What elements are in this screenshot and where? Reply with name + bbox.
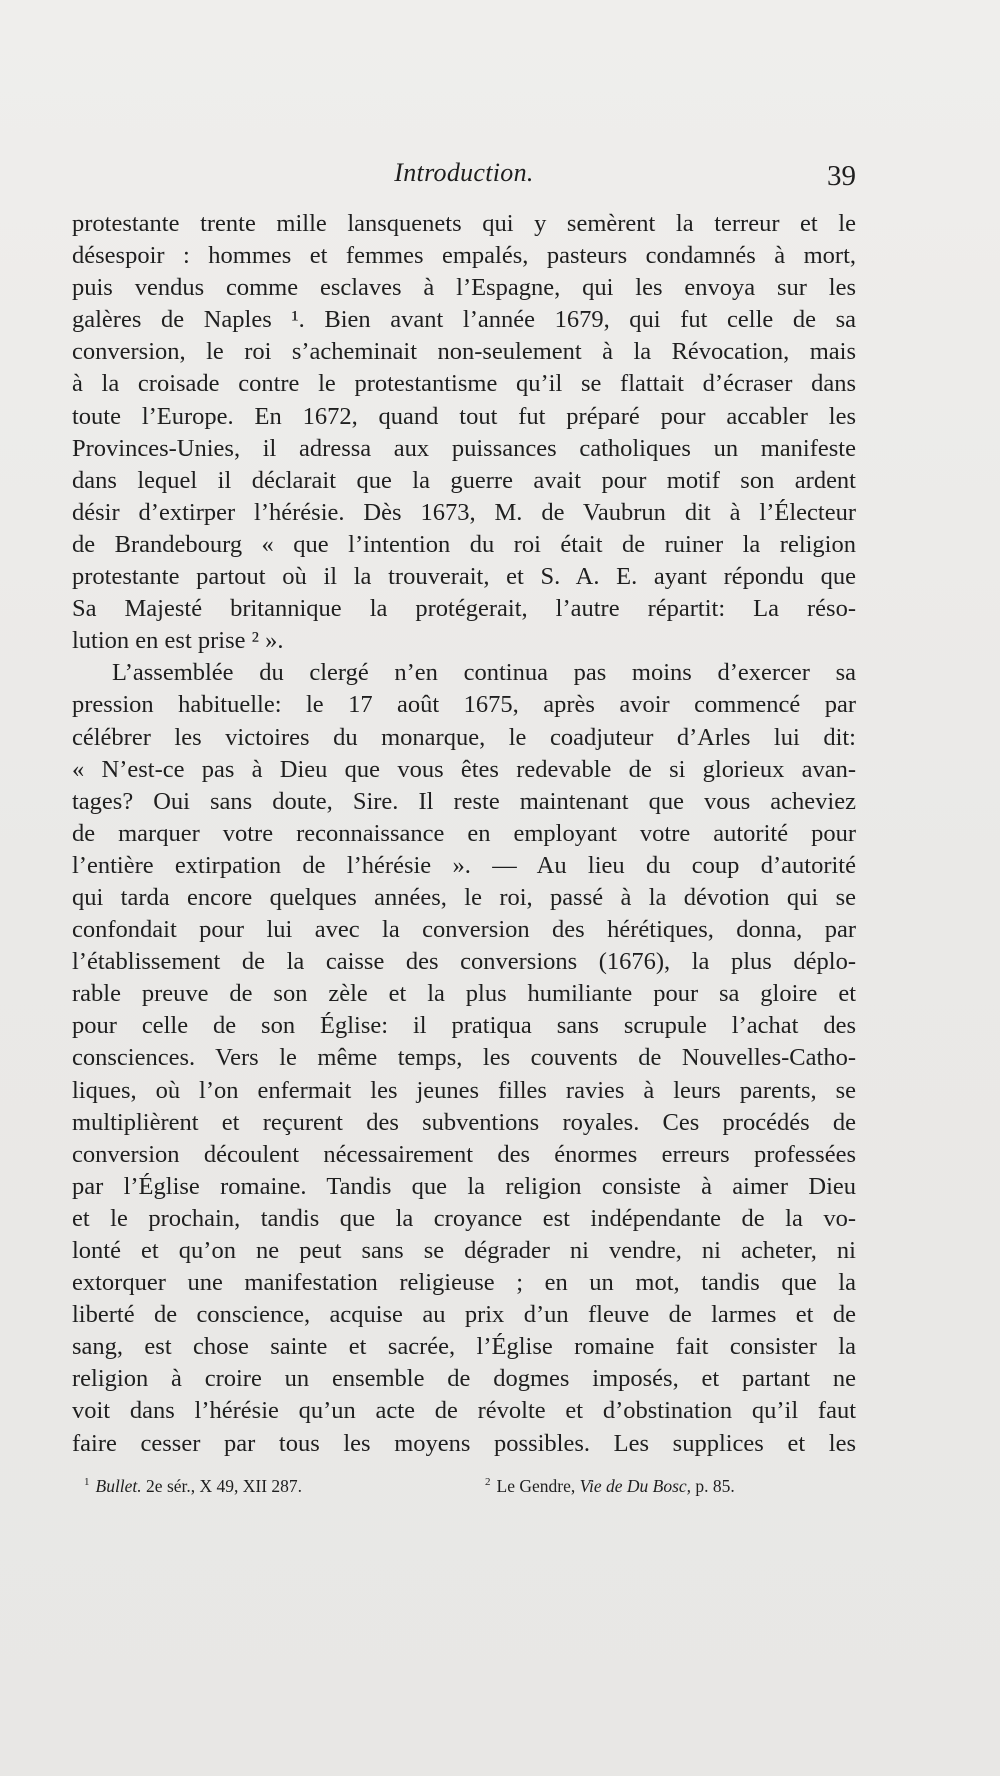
text-line: et le prochain, tandis que la croyance est indépendante de la vo- — [72, 1204, 856, 1232]
text-line: L’assemblée du clergé n’en continua pas moins d’exercer sa — [112, 659, 856, 687]
text-line: sang, est chose sainte et sacrée, l’Église romaine fait consister la — [72, 1333, 856, 1361]
text-line: voit dans l’hérésie qu’un acte de révolte et d’obstination qu’il faut — [72, 1397, 856, 1425]
footnote-reference: 2e sér., X 49, XII 287. — [146, 1475, 303, 1496]
text-line: puis vendus comme esclaves à l’Espagne, qui les envoya sur les — [72, 274, 856, 302]
text-line: l’entière extirpation de l’hérésie ». — Au lieu du coup d’autorité — [72, 851, 856, 879]
text-line: toute l’Europe. En 1672, quand tout fut préparé pour accabler les — [72, 402, 856, 430]
text-line: rable preuve de son zèle et la plus humiliante pour sa gloire et — [72, 980, 856, 1008]
text-line: pour celle de son Église: il pratiqua sans scrupule l’achat des — [72, 1012, 856, 1040]
text-line: qui tarda encore quelques années, le roi, passé à la dévotion qui se — [72, 883, 856, 911]
text-line: extorquer une manifestation religieuse ; en un mot, tandis que la — [72, 1269, 856, 1297]
footnote-1 — [84, 1470, 302, 1498]
text-line: dans lequel il déclarait que la guerre avait pour motif son ardent — [72, 466, 856, 494]
text-line: désir d’extirper l’hérésie. Dès 1673, M. de Vaubrun dit à l’Électeur — [72, 498, 856, 526]
text-line: conversion, le roi s’acheminait non-seulement à la Révocation, mais — [72, 338, 856, 366]
text-line: à la croisade contre le protestantisme qu’il se flattait d’écraser dans — [72, 370, 856, 398]
footnote-marker: 2 — [485, 1476, 491, 1488]
text-line: lonté et qu’on ne peut sans se dégrader ni vendre, ni acheter, ni — [72, 1237, 856, 1264]
footnote-marker: 1 — [84, 1476, 90, 1488]
text-line: protestante trente mille lansquenets qui y semèrent la terreur et le — [72, 210, 856, 237]
text-line: consciences. Vers le même temps, les couvents de Nouvelles-Catho- — [72, 1044, 856, 1072]
page-header — [72, 158, 856, 198]
text-line: confondait pour lui avec la conversion des hérétiques, donna, par — [72, 916, 856, 944]
text-line: liberté de conscience, acquise au prix d’un fleuve de larmes et de — [72, 1301, 856, 1329]
footnote-source-title: Bullet. — [95, 1475, 142, 1496]
text-line: lution en est prise ² ». — [72, 627, 284, 655]
text-line: conversion découlent nécessairement des énormes erreurs professées — [72, 1140, 856, 1168]
footnote-source-title: Vie de Du Bosc, — [579, 1475, 692, 1496]
text-line: religion à croire un ensemble de dogmes imposés, et partant ne — [72, 1365, 856, 1393]
page-number: 39 — [827, 160, 856, 192]
text-line: Provinces-Unies, il adressa aux puissances catholiques un manifeste — [72, 434, 856, 462]
text-line: tages? Oui sans doute, Sire. Il reste maintenant que vous acheviez — [72, 787, 856, 815]
text-line: Sa Majesté britannique la protégerait, l’autre répartit: La réso- — [72, 595, 856, 623]
text-line: désespoir : hommes et femmes empalés, pasteurs condamnés à mort, — [72, 242, 856, 270]
text-line: par l’Église romaine. Tandis que la religion consiste à aimer Dieu — [72, 1172, 856, 1200]
body-text — [72, 208, 856, 1460]
text-line: multiplièrent et reçurent des subventions royales. Ces procédés de — [72, 1108, 856, 1136]
footnote-reference: p. 85. — [695, 1475, 735, 1496]
text-line: célébrer les victoires du monarque, le coadjuteur d’Arles lui dit: — [72, 723, 856, 751]
text-line: pression habituelle: le 17 août 1675, après avoir commencé par — [72, 691, 856, 719]
text-line: faire cesser par tous les moyens possibles. Les supplices et les — [72, 1429, 856, 1457]
text-line: protestante partout où il la trouverait, et S. A. E. ayant répondu que — [72, 563, 856, 591]
text-line: « N’est-ce pas à Dieu que vous êtes redevable de si glorieux avan- — [72, 755, 856, 783]
text-line: liques, où l’on enfermait les jeunes filles ravies à leurs parents, se — [72, 1076, 856, 1104]
text-line: de Brandebourg « que l’intention du roi était de ruiner la religion — [72, 530, 856, 558]
text-line: galères de Naples ¹. Bien avant l’année 1679, qui fut celle de sa — [72, 306, 856, 334]
text-line: l’établissement de la caisse des conversions (1676), la plus déplo- — [72, 948, 856, 976]
text-line: de marquer votre reconnaissance en employant votre autorité pour — [72, 819, 856, 847]
running-title: Introduction. — [394, 158, 534, 187]
footnote-2 — [485, 1470, 735, 1498]
footnote-author: Le Gendre, — [496, 1475, 576, 1496]
